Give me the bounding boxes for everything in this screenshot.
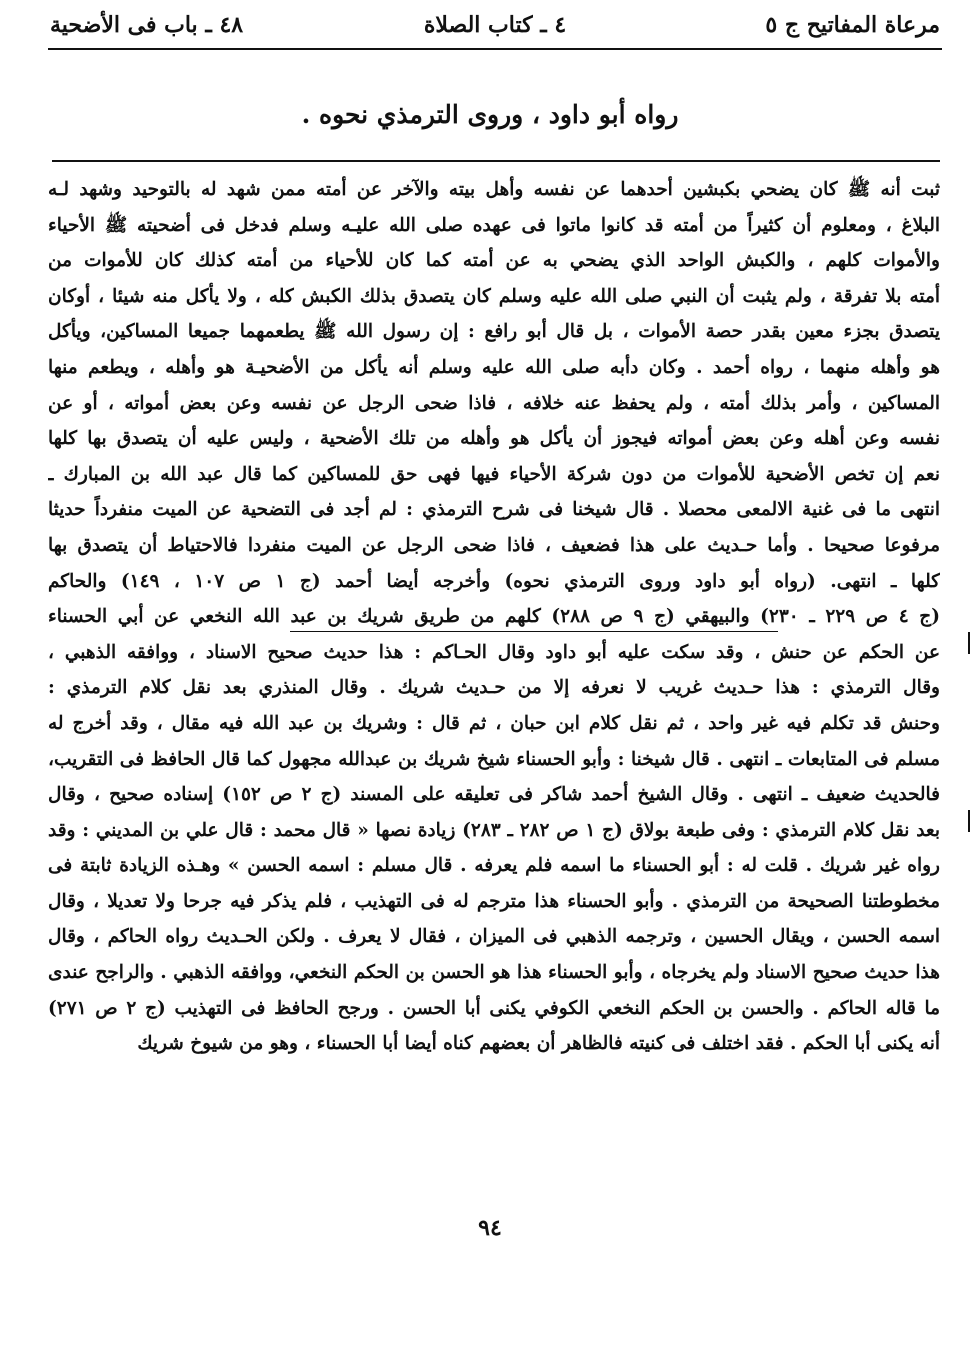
- margin-mark: [968, 810, 970, 832]
- margin-mark: [968, 632, 970, 654]
- running-header: [50, 8, 940, 48]
- text-line: يتصدق بجزء معين بقدر حصة الأموات ، بل قال أبو رافع : إن رسول الله ﷺ يطعمهما جميعا المساكين، ويأكل: [48, 321, 940, 343]
- text-line: عن الحكم عن حنش ، وقد سكت عليه أبو داود وقال الحـاكم : هذا حديث صحيح الاسناد ، ووافقه الذهبي ،: [48, 641, 940, 663]
- text-line: مرفوعا صحيحا . وأما حـديث على هذا فضعيف ، فاذا ضحى الرجل عن الميت منفردا فالاحتياط أن يتصدق بها: [48, 534, 940, 556]
- text-line: أنه يكنى أبا الحكم . فقد اختلف فى كنيته فالظاهر أن بعضهم كناه أيضا أبا الحسناء ، وهو من شيوخ شريك: [137, 1033, 940, 1055]
- commentary-text: [48, 172, 940, 1062]
- text-line: هذا حديث صحيح الاسناد ولم يخرجاه ، وأبو الحسناء هذا هو الحسن بن الحكم النخعي، ووافقه الذهبي . والراجح عندى: [48, 962, 940, 984]
- section-divider: [52, 160, 940, 162]
- page-number: ٩٤: [478, 1215, 502, 1241]
- text-line: المساكين ، وأمر بذلك أمته ، ولم يحفظ عنه خلافه ، فاذا ضحى الرجل عن نفسه وعن بعض أمواته ، أو عن: [48, 392, 940, 414]
- text-line: وقال الترمذي : هذا حـديث غريب لا نعرفه إلا من حـديث شريك . وقال المنذري بعد نقل كلام الترمذي :: [48, 677, 940, 699]
- header-book-title: مرعاة المفاتيح ج ٥: [765, 12, 940, 38]
- text-line: رواه غير شريك . قلت له : أبو الحسناء ما اسمه فلم يعرفه . قال مسلم : اسمه الحسن » وهـذه الزيادة ثابتة فى: [48, 855, 940, 877]
- text-line: ما قاله الحاكم . والحسن بن الحكم النخعي الكوفي يكنى أبا الحسن . ورجح الحافظ فى التهذيب (ج ٢ ص ٢٧١): [48, 997, 940, 1019]
- text-line: وحنش قد تكلم فيه غير واحد ، ثم نقل كلام ابن حبان ، ثم قال : وشريك بن عبد الله فيه مقال ، وقد أخرج له: [48, 712, 940, 734]
- header-divider: [48, 48, 942, 50]
- text-line: فالحديث ضعيف ـ انتهى . وقال الشيخ أحمد شاكر فى تعليقه على المسند (ج ٢ ص ١٥٢) إسناده صحيح ، وقال: [48, 784, 940, 806]
- text-line: أمته بلا تفرقة ، ولم يثبت أن النبي صلى الله عليه وسلم كان يتصدق بذلك الكبش كله ، ولا يأكل منه شيئا ، أوكان: [48, 285, 940, 307]
- text-line: نفسه وعن أهله وعن بعض أمواته فيجوز أن يأكل هو وأهله من تلك الأضحية ، وليس عليه أن يتصدق بها كلها: [48, 428, 940, 450]
- text-line: هو وأهله منهما ، رواه أحمد . وكان دأبه صلى الله عليه وسلم أنه يأكل من الأضحيـة هو وأهله ، ويطعم منها: [48, 356, 940, 378]
- text-line: (ج ٤ ص ٢٢٩ ـ ٢٣٠) والبيهقي (ج ٩ ص ٢٨٨) كلهم من طريق شريك بن عبد الله النخعي عن أبي الحسناء: [48, 606, 940, 628]
- inline-divider: [290, 631, 778, 632]
- text-line: بعد نقل كلام الترمذي : وفى طبعة بولاق (ج ١ ص ٢٨٢ ـ ٢٨٣) زيادة نصها « قال محمد : قال علي بن المديني : وقد: [48, 819, 940, 841]
- text-line: والأموات كلهم ، والكبش الواحد الذي يضحي به عن أمته كما كان للأحياء من أمته كذلك كان للأموات من: [48, 250, 940, 272]
- text-line: مخطوطتنا الصحيحة من الترمذي . وأبو الحسناء هذا مترجم له فى التهذيب ، فلم يذكر فيه جرحا ولا تعديلا ، وقال: [48, 890, 940, 912]
- text-line: انتهى ما فى غنية الالمعى محصلا . قال شيخنا فى شرح الترمذي : لم أجد فى التضحية عن الميت منفرداً حديثا: [48, 499, 940, 521]
- text-line: اسمه الحسن ، ويقال الحسين ، وترجمه الذهبي فى الميزان ، فقال لا يعرف . ولكن الحـديث رواه الحاكم ، وقال: [48, 926, 940, 948]
- header-chapter: ٤ ـ كتاب الصلاة: [423, 12, 567, 38]
- text-line: نعم إن تخص الأضحية للأموات من دون شركة الأحياء فيها فهى حق للمساكين كما قال عبد الله بن المبارك ـ: [48, 463, 940, 485]
- text-line: مسلم فى المتابعات ـ انتهى . قال شيخنا : وأبو الحسناء شيخ شريك بن عبدالله مجهول كما قال الحافظ فى التقريب،: [48, 748, 940, 770]
- text-line: ثبت أنه ﷺ كان يضحي بكبشين أحدهما عن نفسه وأهل بيته والآخر عن أمته ممن شهد له بالتوحيد وشهد لـه: [48, 179, 940, 200]
- text-line: كلها ـ انتهى. (رواه أبو داود وروى الترمذي نحوه) وأخرجه أيضا أحمد (ج ١ ص ١٠٧ ، ١٤٩) والحاكم: [48, 570, 940, 592]
- hadith-source-title: رواه أبو داود ، وروى الترمذي نحوه .: [301, 100, 679, 129]
- text-line: البلاغ ، ومعلوم أن كثيراً من أمته قد كانوا ماتوا فى عهده صلى الله عليـه وسلم فدخل فى أضحيته ﷺ الأحياء: [48, 214, 940, 236]
- header-section: ٤٨ ـ باب فى الأضحية: [50, 12, 244, 38]
